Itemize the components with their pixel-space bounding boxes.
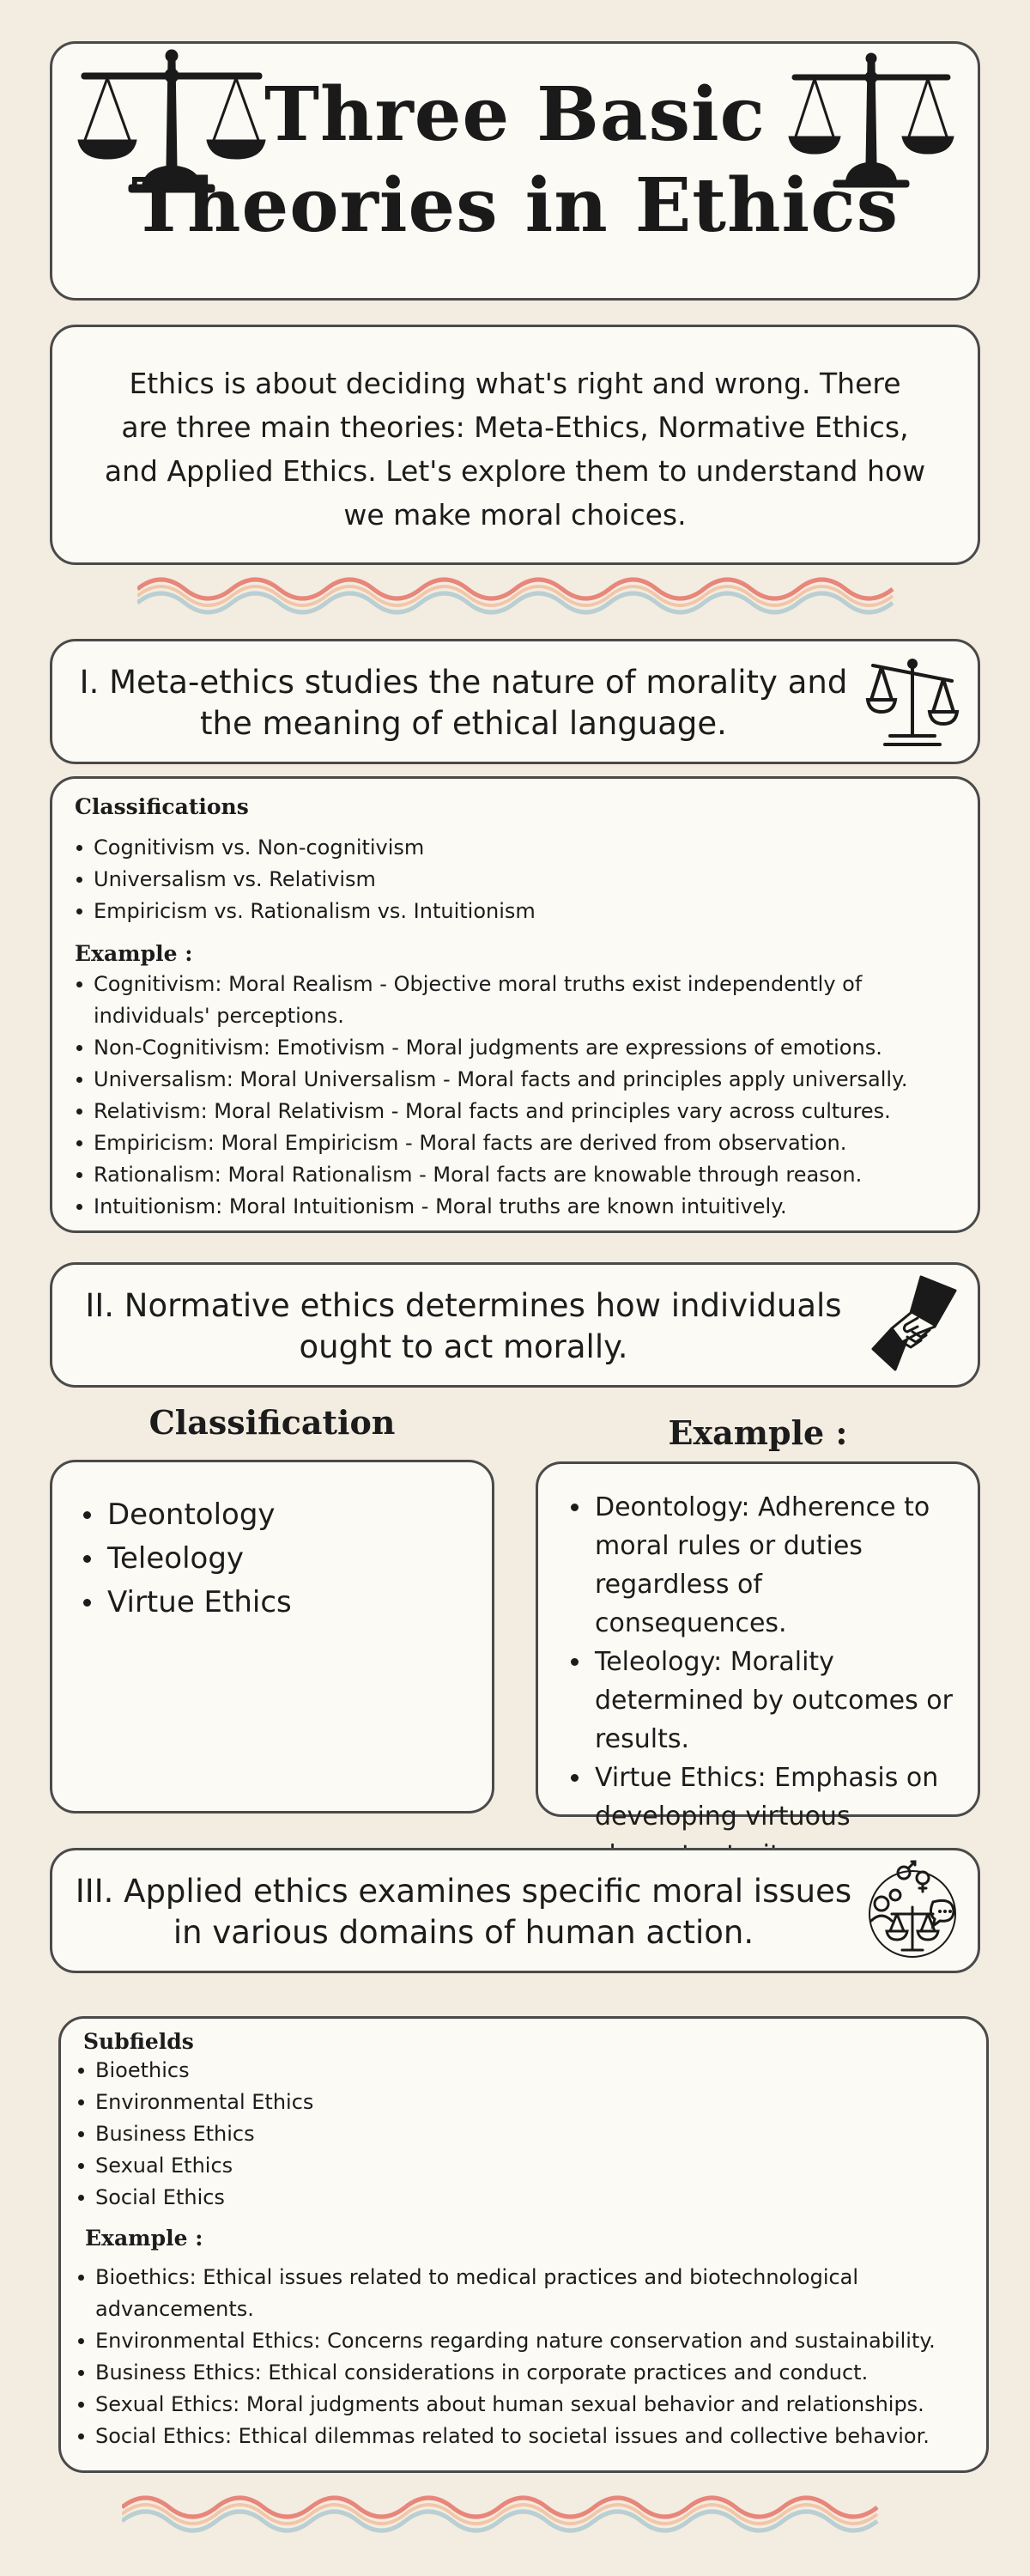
list-item: Business Ethics [76,2118,981,2150]
applied-ethics-heading: III. Applied ethics examines specific moral issues in various domains of human action. [75,1873,852,1951]
subfields-list [76,2055,981,2214]
list-item: Deontology: Adherence to moral rules or duties regardless of consequences. [567,1488,959,1643]
list-item: Virtue Ethics [80,1581,475,1625]
list-item: Teleology [80,1537,475,1581]
normative-ethics-header [50,1262,980,1388]
wave-divider [137,570,901,622]
list-item: Cognitivism vs. Non-cognitivism [75,832,955,864]
wave-divider [122,2488,886,2540]
list-item: Empiricism vs. Rationalism vs. Intuitionism [75,896,955,927]
intro-card [50,325,980,565]
applied-example-list [76,2262,981,2452]
page-title [52,70,978,252]
intro-text: Ethics is about deciding what's right and wrong. There are three main theories: Meta-Ethics, Normative Ethics, and Applied Ethics. Let's explore them to understand how we make moral choices. [104,367,926,532]
list-item: Sexual Ethics: Moral judgments about human sexual behavior and relationships. [76,2389,981,2421]
list-item: Cognitivism: Moral Realism - Objective moral truths exist independently of individuals' perceptions. [75,969,955,1032]
ethics-people-icon [861,1859,964,1962]
list-item: Sexual Ethics [76,2150,981,2182]
meta-ethics-heading: I. Meta-ethics studies the nature of morality and the meaning of ethical language. [79,664,848,742]
list-item: Environmental Ethics [76,2087,981,2118]
applied-ethics-header [50,1848,980,1973]
classifications-label: Classifications [75,794,249,819]
classification-title: Classification [148,1403,396,1442]
title-line-2: Theories in Ethics [130,162,900,249]
list-item: Universalism vs. Relativism [75,864,955,896]
list-item: Bioethics [76,2055,981,2087]
normative-classification-list [80,1493,475,1625]
list-item: Intuitionism: Moral Intuitionism - Moral truths are known intuitively. [75,1191,955,1223]
list-item: Deontology [80,1493,475,1537]
meta-example-list [75,969,955,1223]
normative-classification-box [50,1460,494,1814]
example-label: Example : [75,941,193,966]
meta-classification-list [75,832,955,927]
list-item: Business Ethics: Ethical considerations in corporate practices and conduct. [76,2357,981,2389]
list-item: Non-Cognitivism: Emotivism - Moral judgments are expressions of emotions. [75,1032,955,1064]
normative-example-box [536,1461,980,1832]
list-item: Virtue Ethics: Emphasis on developing virtuous [567,1759,959,1874]
handshake-icon [861,1273,964,1376]
meta-ethics-card [50,776,980,1233]
tilted-scale-icon [861,650,964,753]
list-item: Teleology: Morality determined by outcomes or results. [567,1643,959,1759]
example-title: Example : [668,1413,848,1452]
title-line-1: Three Basic [264,71,766,158]
normative-ethics-heading: II. Normative ethics determines how individuals ought to act morally. [85,1287,842,1365]
example-label: Example : [85,2226,203,2251]
list-item: Rationalism: Moral Rationalism - Moral facts are knowable through reason. [75,1159,955,1191]
list-item: Social Ethics: Ethical dilemmas related to societal issues and collective behavior. [76,2421,981,2452]
list-item: Relativism: Moral Relativism - Moral facts and principles vary across cultures. [75,1096,955,1127]
applied-ethics-card [58,2016,989,2473]
subfields-label: Subfields [83,2029,194,2054]
list-item: Empiricism: Moral Empiricism - Moral facts are derived from observation. [75,1127,955,1159]
list-item: Bioethics: Ethical issues related to medical practices and biotechnological advancements. [76,2262,981,2325]
list-item: Environmental Ethics: Concerns regarding nature conservation and sustainability. [76,2325,981,2357]
meta-ethics-header [50,639,980,764]
title-card [50,41,980,301]
list-item: Universalism: Moral Universalism - Moral facts and principles apply universally. [75,1064,955,1096]
normative-example-list [567,1488,959,1874]
list-item: Social Ethics [76,2182,981,2214]
